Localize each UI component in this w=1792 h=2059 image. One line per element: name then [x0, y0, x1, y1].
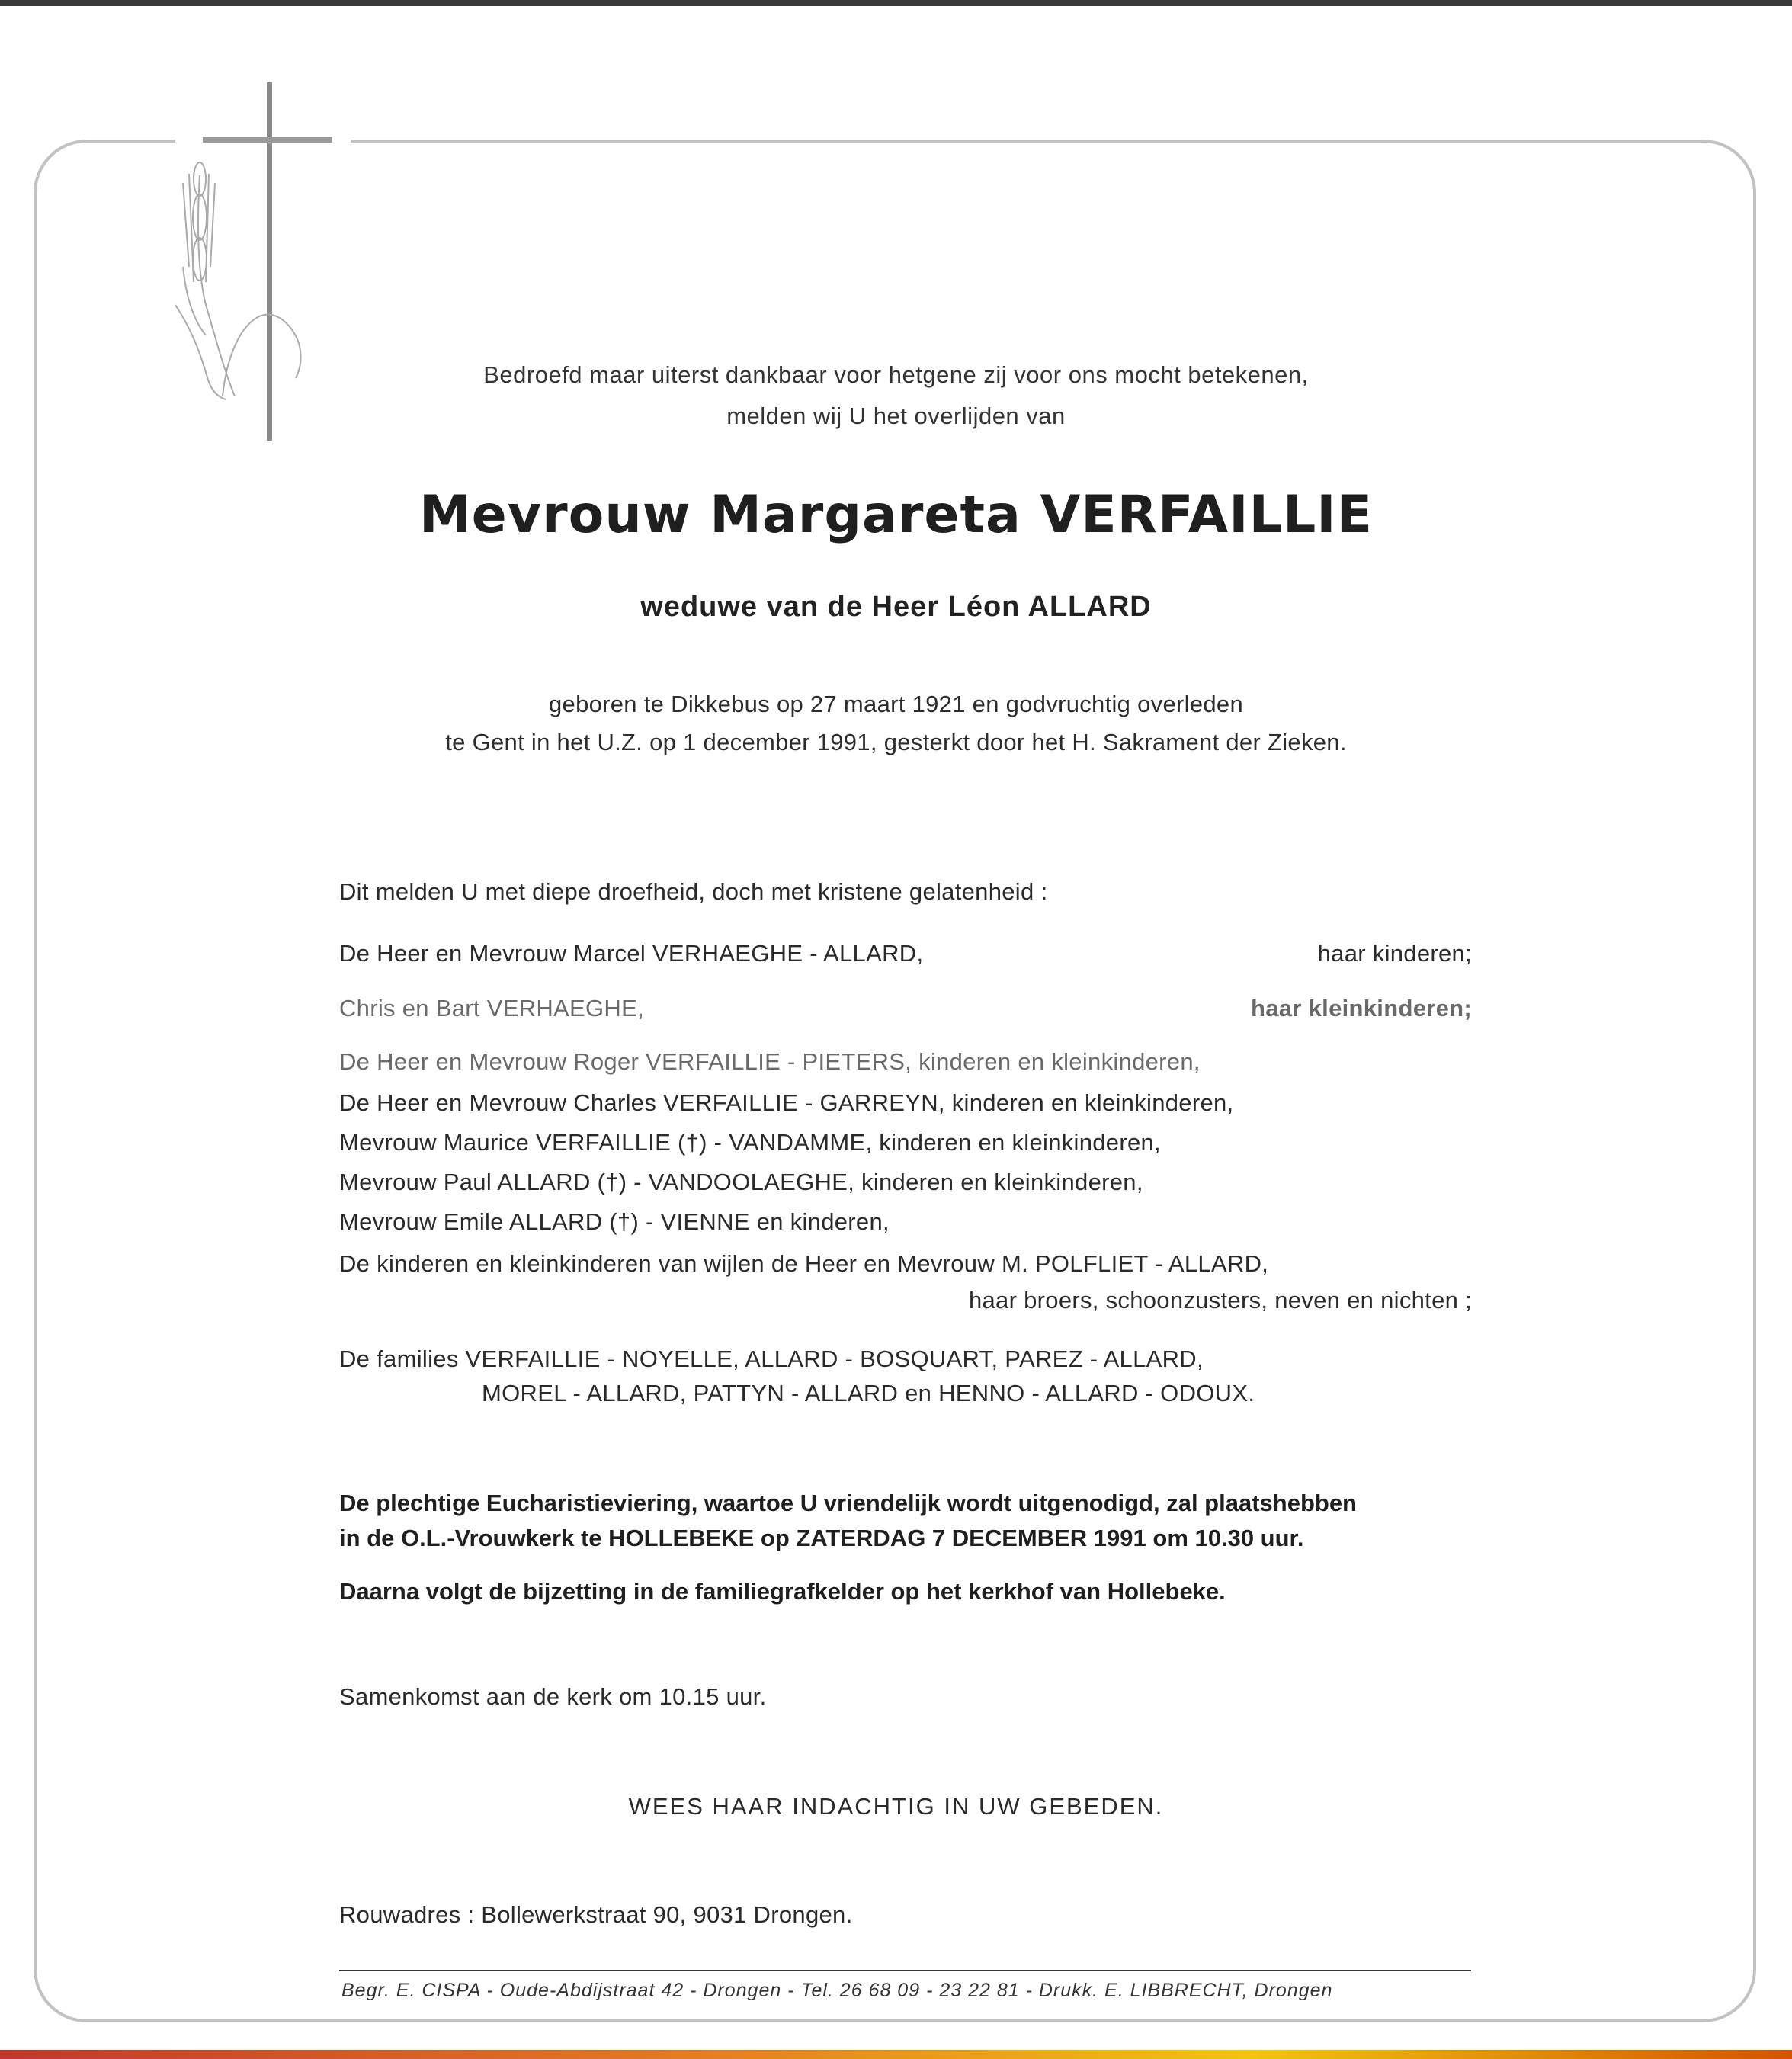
intro-line-1: Bedroefd maar uiterst dankbaar voor hetgene zij voor ons mocht betekenen, [483, 361, 1309, 388]
families-line-1: De families VERFAILLIE - NOYELLE, ALLARD - BOSQUART, PAREZ - ALLARD, [339, 1345, 1204, 1372]
children-names: De Heer en Mevrouw Marcel VERHAEGHE - ALLARD, [339, 940, 924, 967]
gathering-line: Samenkomst aan de kerk om 10.15 uur. [339, 1683, 767, 1710]
service-line-2: in de O.L.-Vrouwkerk te HOLLEBEKE op ZATERDAG 7 DECEMBER 1991 om 10.30 uur. [339, 1525, 1304, 1551]
intro-line-2: melden wij U het overlijden van [726, 402, 1066, 429]
death-line: te Gent in het U.Z. op 1 december 1991, gesterkt door het H. Sakrament der Zieken. [445, 729, 1347, 755]
deceased-name: Mevrouw Margareta VERFAILLIE [418, 485, 1374, 545]
service-line-1: De plechtige Eucharistieviering, waartoe U vriendelijk wordt uitgenodigd, zal plaatshebben [339, 1490, 1357, 1516]
sibling-line: De Heer en Mevrouw Charles VERFAILLIE - GARREYN, kinderen en kleinkinderen, [339, 1089, 1234, 1116]
announcement-lead: Dit melden U met diepe droefheid, doch met kristene gelatenheid : [339, 878, 1048, 905]
address-line: Rouwadres : Bollewerkstraat 90, 9031 Drongen. [339, 1901, 853, 1928]
grandchildren-relation: haar kleinkinderen; [1251, 995, 1472, 1021]
scan-bottom-edge [0, 2050, 1792, 2059]
widow-of: weduwe van de Heer Léon ALLARD [640, 591, 1152, 623]
scan-top-edge [0, 0, 1792, 6]
sibling-line: De Heer en Mevrouw Roger VERFAILLIE - PIETERS, kinderen en kleinkinderen, [339, 1048, 1201, 1075]
prayer-line: WEES HAAR INDACHTIG IN UW GEBEDEN. [628, 1793, 1164, 1820]
siblings-relation: haar broers, schoonzusters, neven en nichten ; [968, 1287, 1472, 1313]
children-relation: haar kinderen; [1317, 940, 1472, 967]
burial-line: Daarna volgt de bijzetting in de familiegrafkelder op het kerkhof van Hollebeke. [339, 1578, 1226, 1605]
grandchildren-names: Chris en Bart VERHAEGHE, [339, 995, 644, 1021]
footer-credits: Begr. E. CISPA - Oude-Abdijstraat 42 - Drongen - Tel. 26 68 09 - 23 22 81 - Drukk. E. LIBBRECHT, Drongen [341, 1980, 1333, 2001]
sibling-line: Mevrouw Maurice VERFAILLIE (†) - VANDAMME, kinderen en kleinkinderen, [339, 1129, 1161, 1156]
sibling-line: Mevrouw Paul ALLARD (†) - VANDOOLAEGHE, kinderen en kleinkinderen, [339, 1169, 1143, 1195]
sibling-line: De kinderen en kleinkinderen van wijlen de Heer en Mevrouw M. POLFLIET - ALLARD, [339, 1250, 1269, 1277]
sibling-line: Mevrouw Emile ALLARD (†) - VIENNE en kinderen, [339, 1208, 890, 1235]
families-line-2: MOREL - ALLARD, PATTYN - ALLARD en HENNO - ALLARD - ODOUX. [482, 1380, 1255, 1406]
footer-rule [339, 1970, 1471, 1971]
birth-line: geboren te Dikkebus op 27 maart 1921 en godvruchtig overleden [548, 691, 1243, 717]
